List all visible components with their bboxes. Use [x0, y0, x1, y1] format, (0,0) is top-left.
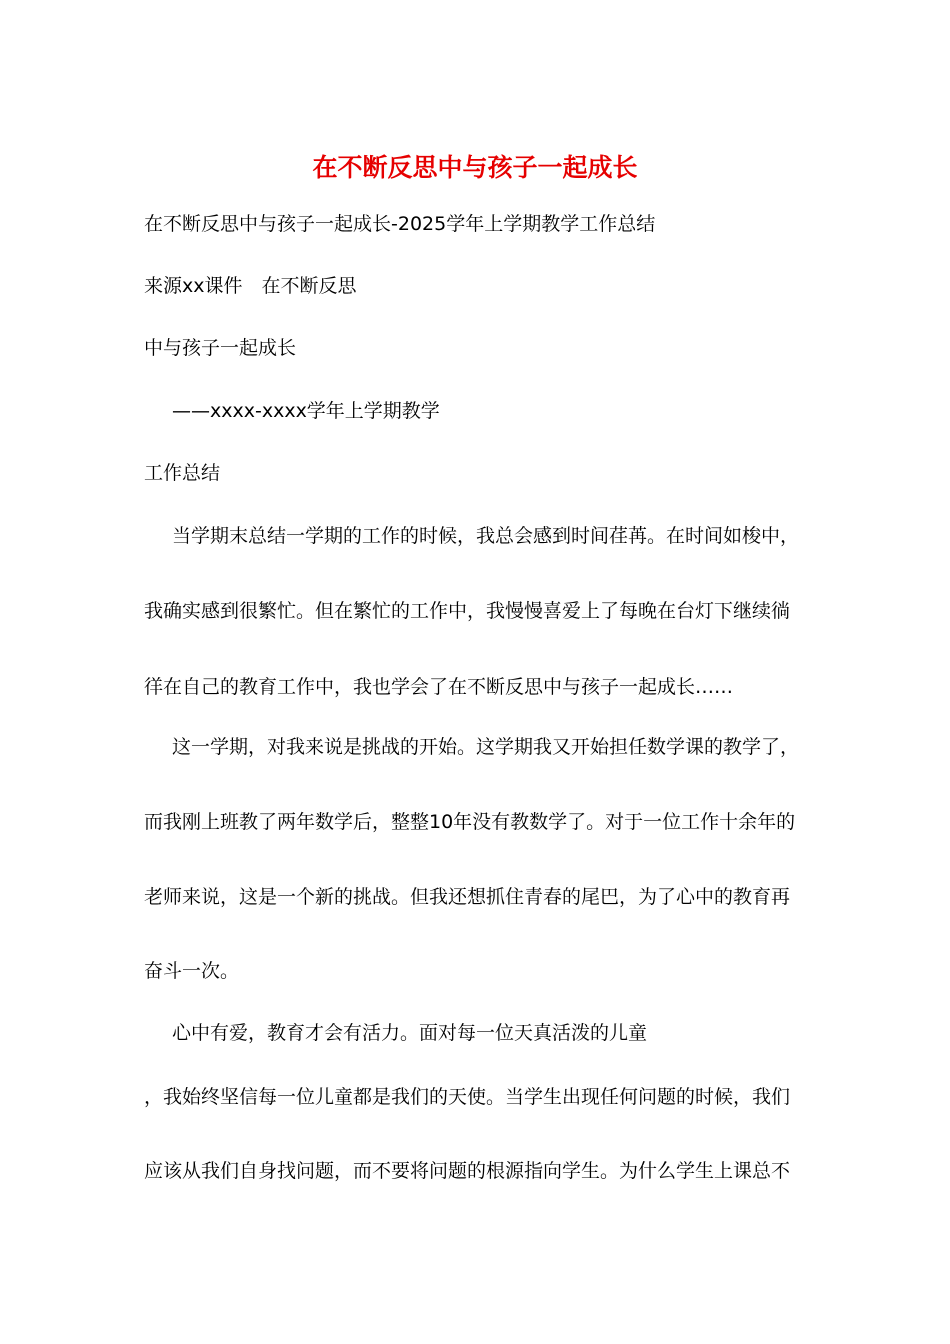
paragraph-2-line-2: 而我刚上班教了两年数学后，整整10年没有教数学了。对于一位工作十余年的 — [144, 811, 796, 833]
source-line: 来源xx课件 在不断反思 — [144, 275, 357, 297]
paragraph-3-line-3: 应该从我们自身找问题，而不要将问题的根源指向学生。为什么学生上课总不 — [144, 1160, 791, 1182]
paragraph-1-line-3: 徉在自己的教育工作中，我也学会了在不断反思中与孩子一起成长…… — [144, 676, 734, 698]
document-title: 在不断反思中与孩子一起成长 — [312, 153, 638, 182]
heading-line-1: 中与孩子一起成长 — [144, 337, 297, 359]
heading-line-2: ——xxxx-xxxx学年上学期教学 — [172, 400, 440, 422]
subtitle-line: 在不断反思中与孩子一起成长-2025学年上学期教学工作总结 — [144, 213, 656, 235]
paragraph-3-line-2: ，我始终坚信每一位儿童都是我们的天使。当学生出现任何问题的时候，我们 — [144, 1086, 791, 1108]
paragraph-2-line-1: 这一学期，对我来说是挑战的开始。这学期我又开始担任数学课的教学了， — [172, 736, 800, 758]
paragraph-3-line-1: 心中有爱，教育才会有活力。面对每一位天真活泼的儿童 — [172, 1022, 648, 1044]
paragraph-2-line-4: 奋斗一次。 — [144, 960, 240, 982]
paragraph-1-line-2: 我确实感到很繁忙。但在繁忙的工作中，我慢慢喜爱上了每晚在台灯下继续徜 — [144, 600, 791, 622]
paragraph-1-line-1: 当学期末总结一学期的工作的时候，我总会感到时间荏苒。在时间如梭中， — [172, 525, 800, 547]
heading-line-3: 工作总结 — [144, 462, 221, 484]
paragraph-2-line-3: 老师来说，这是一个新的挑战。但我还想抓住青春的尾巴，为了心中的教育再 — [144, 886, 791, 908]
